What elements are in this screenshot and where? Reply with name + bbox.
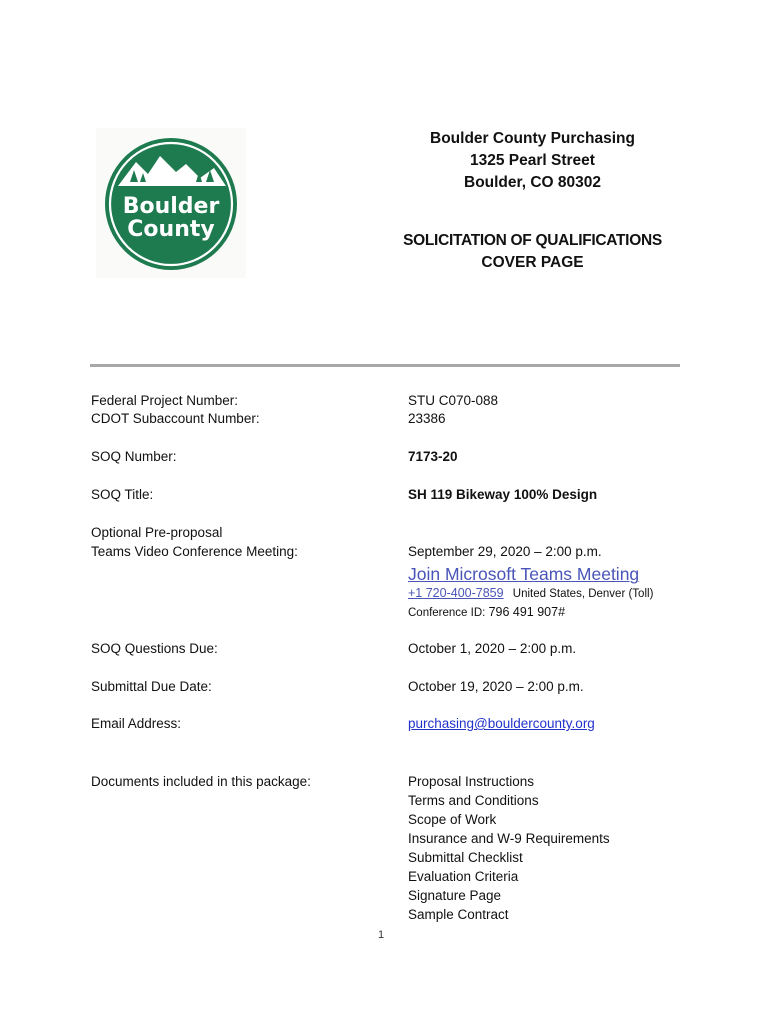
preproposal-date: September 29, 2020 – 2:00 p.m. [408,544,602,559]
soq-title-label: SOQ Title: [91,487,154,502]
list-item: Proposal Instructions [408,774,535,789]
submittal-due-value: October 19, 2020 – 2:00 p.m. [408,679,584,694]
list-item: Insurance and W-9 Requirements [408,831,610,846]
questions-due-value: October 1, 2020 – 2:00 p.m. [408,641,577,656]
phone-line [408,585,653,602]
federal-project-value: STU C070-088 [408,393,499,408]
page-number: 1 [378,929,385,941]
logo-seal-icon [96,128,246,278]
submittal-due-label: Submittal Due Date: [91,679,212,694]
questions-due-label: SOQ Questions Due: [91,641,218,656]
preproposal-label: Optional Pre-proposal Teams Video Conference Meeting: [91,525,298,559]
document-title: SOLICITATION OF QUALIFICATIONS COVER PAGE [403,232,662,271]
phone-link[interactable]: +1 720-400-7859 [408,586,504,600]
svg-text:County: County [127,217,215,242]
federal-project-label: Federal Project Number: [91,393,239,408]
documents-list [408,772,610,924]
soq-number-label: SOQ Number: [91,449,177,464]
list-item: Evaluation Criteria [408,869,519,884]
conference-id-label: Conference ID: [408,607,486,619]
boulder-county-logo [96,128,246,278]
list-item: Sample Contract [408,907,509,922]
list-item: Signature Page [408,888,502,903]
list-item: Scope of Work [408,812,497,827]
conference-id-value: 796 491 907# [488,605,566,619]
email-link[interactable]: purchasing@bouldercounty.org [408,716,595,731]
email-label: Email Address: [91,716,182,731]
divider [90,364,680,367]
phone-location: United States, Denver (Toll) [512,588,654,600]
teams-meeting-link[interactable]: Join Microsoft Teams Meeting [408,564,640,584]
org-city: Boulder, CO 80302 [464,174,601,191]
documents-label: Documents included in this package: [91,774,311,789]
cdot-subaccount-label: CDOT Subaccount Number: [91,411,260,426]
list-item: Terms and Conditions [408,793,539,808]
cdot-subaccount-value: 23386 [408,411,446,426]
conference-id-line [408,604,565,621]
list-item: Submittal Checklist [408,850,523,865]
soq-title-value: SH 119 Bikeway 100% Design [408,487,598,502]
svg-text:Boulder: Boulder [122,194,220,219]
document-header [380,128,685,274]
org-name: Boulder County Purchasing [430,130,635,147]
org-street: 1325 Pearl Street [470,152,595,169]
soq-number-value: 7173-20 [408,449,458,464]
